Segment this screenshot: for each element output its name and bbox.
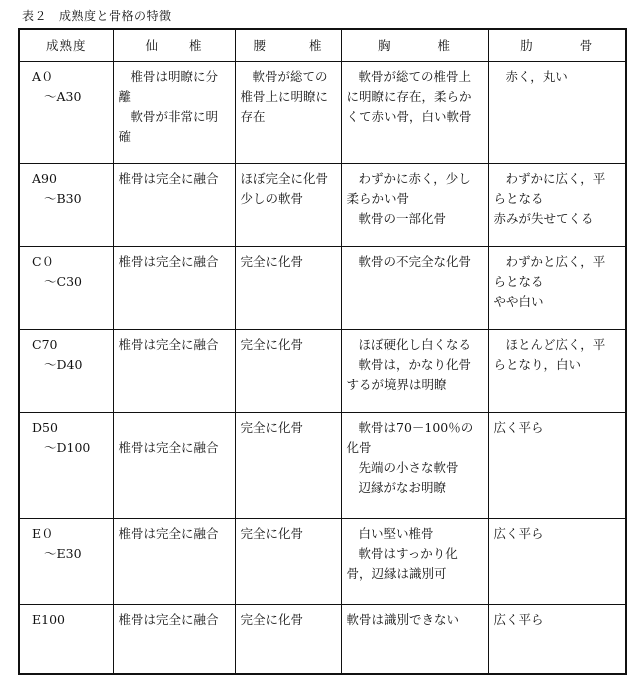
text-line: ほぼ完全に化骨 <box>240 171 329 186</box>
stage-end: ～E30 <box>44 546 82 561</box>
caption-title: 成熟度と骨格の特徴 <box>59 9 172 23</box>
cell-thoracic <box>341 330 488 413</box>
header-thoracic <box>341 29 488 62</box>
text-line: くて赤い骨，白い軟骨 <box>346 109 472 124</box>
table-caption <box>22 7 184 24</box>
text-line: 軟骨は，かなり化骨 <box>358 357 472 372</box>
stage-start: A０ <box>32 69 54 84</box>
text-line: 椎骨は完全に融合 <box>118 337 219 352</box>
cell-sacrum <box>113 413 235 519</box>
text-line: ほぼ硬化し白くなる <box>358 337 472 352</box>
cell-ribs <box>488 330 626 413</box>
text-line: わずかに赤く，少し <box>358 171 471 186</box>
text-line: 軟骨が総ての <box>252 69 328 84</box>
text-line: 完全に化骨 <box>240 612 304 627</box>
stage-end: ～A30 <box>44 89 82 104</box>
text-line: 赤みが失せてくる <box>493 211 594 226</box>
caption-label: 表２ <box>22 9 48 23</box>
text-line: 存在 <box>240 109 266 124</box>
table-row <box>19 164 626 247</box>
text-line: 軟骨はすっかり化 <box>358 546 458 561</box>
stage-start: C０ <box>32 254 55 269</box>
stage-end: ～D100 <box>44 440 91 455</box>
cell-sacrum <box>113 62 235 164</box>
text-line: 軟骨の不完全な化骨 <box>358 254 472 269</box>
header-lumbar-char1: 腰 <box>253 37 267 53</box>
cell-thoracic <box>341 247 488 330</box>
cell-thoracic <box>341 164 488 247</box>
cell-lumbar <box>235 330 341 413</box>
text-line: らとなる <box>493 274 544 289</box>
cell-ribs <box>488 605 626 674</box>
cell-stage <box>19 330 113 413</box>
text-line: らとなる <box>493 191 544 206</box>
header-ribs <box>488 29 626 62</box>
header-lumbar-char2: 椎 <box>309 37 323 53</box>
text-line: 軟骨の一部化骨 <box>358 211 447 226</box>
stage-start: C70 <box>32 337 58 352</box>
stage-end: ～C30 <box>44 274 82 289</box>
table-row <box>19 605 626 674</box>
cell-stage <box>19 247 113 330</box>
cell-stage <box>19 62 113 164</box>
text-line: 椎骨は明瞭に分 <box>130 69 219 84</box>
cell-ribs <box>488 413 626 519</box>
text-line: 椎骨上に明瞭に <box>240 89 329 104</box>
header-lumbar <box>235 29 341 62</box>
stage-start: D50 <box>32 420 58 435</box>
cell-lumbar <box>235 247 341 330</box>
text-line: に明瞭に存在，柔らか <box>346 89 472 104</box>
cell-ribs <box>488 247 626 330</box>
text-line: 骨，辺縁は識別可 <box>346 566 447 581</box>
text-line: 椎骨は完全に融合 <box>118 526 219 541</box>
text-line: やや白い <box>493 294 544 309</box>
cell-stage <box>19 519 113 605</box>
text-line: 広く平ら <box>493 612 544 627</box>
cell-lumbar <box>235 62 341 164</box>
text-line: 軟骨が総ての椎骨上 <box>358 69 472 84</box>
text-line: 椎骨は完全に融合 <box>118 612 219 627</box>
stage-end: ～D40 <box>44 357 83 372</box>
cell-sacrum <box>113 247 235 330</box>
text-line: 椎骨は完全に融合 <box>118 440 219 455</box>
text-line: 軟骨が非常に明 <box>130 109 219 124</box>
text-line: わずかと広く，平 <box>505 254 606 269</box>
text-line: 先端の小さな軟骨 <box>358 460 459 475</box>
stage-start: A90 <box>32 171 57 186</box>
cell-stage <box>19 164 113 247</box>
text-line: らとなり，白い <box>493 357 582 372</box>
cell-lumbar <box>235 605 341 674</box>
text-line: 辺縁がなお明瞭 <box>358 480 447 495</box>
text-line: 完全に化骨 <box>240 420 304 435</box>
cell-stage <box>19 605 113 674</box>
text-line: 確 <box>118 129 132 144</box>
text-line: 椎骨は完全に融合 <box>118 171 219 186</box>
cell-stage <box>19 413 113 519</box>
cell-ribs <box>488 164 626 247</box>
cell-lumbar <box>235 413 341 519</box>
header-ribs-char1: 肋 <box>520 37 534 53</box>
text-line: 離 <box>118 89 132 104</box>
cell-ribs <box>488 62 626 164</box>
text-line: 赤く，丸い <box>505 69 568 84</box>
cell-sacrum <box>113 330 235 413</box>
header-ribs-char2: 骨 <box>579 37 594 53</box>
text-line: 椎骨は完全に融合 <box>118 254 219 269</box>
text-line: 柔らかい骨 <box>346 191 410 206</box>
table-row <box>19 247 626 330</box>
text-line: 完全に化骨 <box>240 337 304 352</box>
text-line: 完全に化骨 <box>240 526 304 541</box>
cell-sacrum <box>113 519 235 605</box>
text-line: 化骨 <box>346 440 372 455</box>
header-thoracic-char2: 椎 <box>437 37 452 53</box>
text-line: 広く平ら <box>493 526 544 541</box>
text-line: わずかに広く，平 <box>505 171 606 186</box>
stage-start: E０ <box>32 526 54 541</box>
table-row <box>19 413 626 519</box>
stage-end: ～B30 <box>44 191 82 206</box>
cell-thoracic <box>341 519 488 605</box>
cell-lumbar <box>235 519 341 605</box>
cell-thoracic <box>341 605 488 674</box>
header-thoracic-char1: 胸 <box>377 37 392 53</box>
header-sacrum <box>113 29 235 62</box>
text-line: 軟骨は識別できない <box>346 612 460 627</box>
text-line: するが境界は明瞭 <box>346 377 447 392</box>
maturity-skeleton-table <box>18 28 627 675</box>
table-row <box>19 62 626 164</box>
cell-sacrum <box>113 605 235 674</box>
table-row <box>19 330 626 413</box>
header-sacrum-char2: 椎 <box>189 37 203 53</box>
cell-lumbar <box>235 164 341 247</box>
header-row <box>19 29 626 62</box>
cell-sacrum <box>113 164 235 247</box>
cell-ribs <box>488 519 626 605</box>
text-line: 少しの軟骨 <box>240 191 304 206</box>
stage-start: E100 <box>32 612 65 627</box>
text-line: 白い堅い椎骨 <box>358 526 434 541</box>
cell-thoracic <box>341 62 488 164</box>
table-row <box>19 519 626 605</box>
cell-thoracic <box>341 413 488 519</box>
text-line: ほとんど広く，平 <box>505 337 606 352</box>
text-line: 広く平ら <box>493 420 544 435</box>
text-line: 軟骨は70－100％の <box>358 420 474 435</box>
header-stage: 成熟度 <box>19 29 113 62</box>
header-sacrum-char1: 仙 <box>145 37 159 53</box>
text-line: 完全に化骨 <box>240 254 304 269</box>
